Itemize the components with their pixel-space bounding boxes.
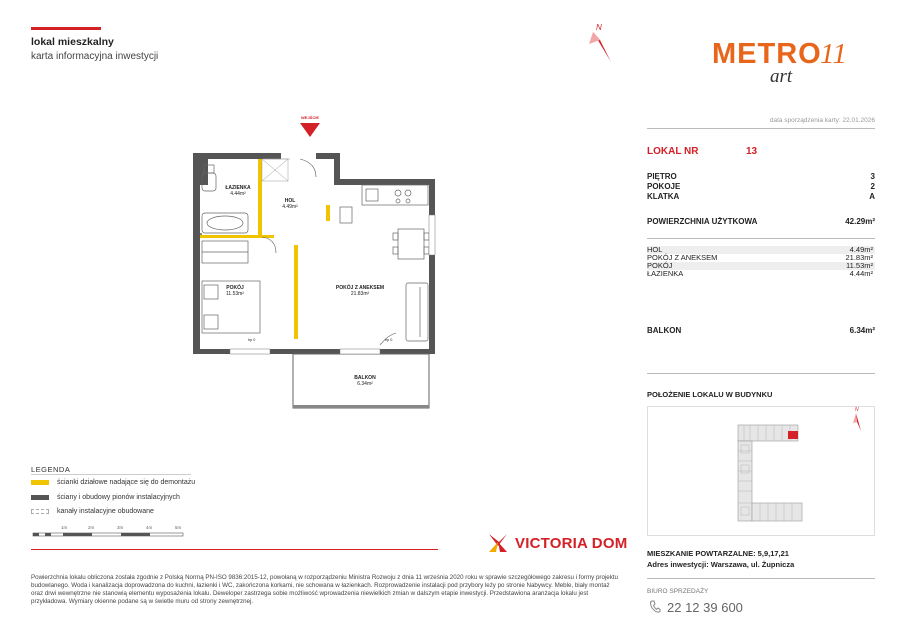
usable-area-value: 42.29m² [845, 217, 875, 226]
rooms-table [647, 246, 875, 278]
usable-area [647, 217, 875, 226]
page-title: lokal mieszkalny [31, 36, 114, 48]
room-row [647, 254, 875, 262]
living-room-label [330, 285, 390, 297]
legend-item [31, 494, 180, 501]
balcony-plan-label [340, 375, 390, 387]
room-name: ŁAZIENKA [225, 185, 251, 191]
room-name: HOL [284, 198, 296, 204]
window-height-label: hp 0 [385, 338, 393, 342]
phone-icon [649, 600, 661, 614]
room-area: 4.44m² [230, 191, 246, 197]
floor-plan-drawing [190, 115, 450, 415]
bedroom-label [210, 285, 260, 297]
usable-area-label: POWIERZCHNIA UŻYTKOWA [647, 217, 758, 226]
balcony-value: 6.34m² [849, 326, 875, 335]
brand-name: VICTORIA DOM [515, 534, 628, 552]
repeat-apartments: MIESZKANIE POWTARZALNE: 5,9,17,21 [647, 549, 789, 558]
metro-art-logo [712, 38, 862, 98]
room-label: POKÓJ [647, 261, 673, 270]
scale-tick-label: 3m [117, 525, 124, 530]
room-name: BALKON [354, 375, 376, 381]
divider [647, 238, 875, 239]
logo-script-text: art [770, 66, 793, 87]
divider [647, 373, 875, 374]
svg-text:N: N [855, 407, 859, 413]
window-height-label: hp 0 [248, 338, 256, 342]
divider [31, 549, 438, 550]
room-area: 6.34m² [357, 381, 373, 387]
legend-label: ścianki działowe nadające się do demontażu [57, 479, 196, 486]
legend-label: kanały instalacyjne obudowane [57, 508, 154, 515]
scale-tick-label: 4m [146, 525, 153, 530]
victoria-dom-star-icon [487, 532, 509, 554]
north-arrow-icon [585, 20, 615, 65]
bathroom-label [218, 185, 258, 197]
legend-swatch [31, 495, 49, 500]
victoria-dom-logo [487, 532, 627, 554]
legend-item [31, 479, 195, 486]
svg-text:N: N [596, 23, 602, 32]
detail-stairwell [647, 192, 875, 201]
building-location-map [647, 406, 875, 536]
detail-value: 3 [870, 172, 875, 181]
page-subtitle: karta informacyjna inwestycji [31, 51, 159, 62]
legend-title: LEGENDA [31, 465, 71, 474]
room-name: POKÓJ [226, 285, 244, 291]
balcony-label: BALKON [647, 326, 682, 335]
logo-main-text: METRO [712, 38, 822, 70]
footnote: Powierzchnia lokalu obliczona została zgodnie z Polską Normą PN-ISO 9836:2015-12, powołaną w rozporządzeniu Ministra Rozwoju z dnia 11 września 2020 roku w sprawie szczegółowego zakresu i formy projektu budowlanego. Woda i kanalizacja doprowadzona do kuchni, łazienki i WC, zakończona korkami, nie schowana w łazienkach. Rozprowadzenie instalacji pod przybory leży po stronie Nabywcy. Meble, biały montaż oraz drwi wewnętrzne nie stanowią elementu wyposażenia lokalu. Deweloper zastrzega sobie możliwość wprowadzenia niewielkich zmian w dalszym etapie inwestycji. Przedstawiona aranżacja lokalu jest przykładowa. Wymiary okienne podane są w świetle muru od strony zewnętrznej. [31, 574, 618, 605]
sales-phone[interactable]: 22 12 39 600 [667, 600, 743, 615]
investment-address: Adres inwestycji: Warszawa, ul. Żupnicza [647, 560, 795, 569]
scale-bar [31, 523, 191, 545]
room-label: HOL [647, 245, 663, 254]
detail-label: POKOJE [647, 182, 681, 191]
divider [31, 474, 191, 475]
hall-label [270, 198, 310, 210]
scale-tick-label: 2m [88, 525, 95, 530]
legend-swatch [31, 509, 49, 514]
detail-floor [647, 172, 875, 181]
room-row [647, 270, 875, 278]
building-outline-icon [648, 407, 876, 537]
room-value: 4.44m² [849, 269, 873, 278]
divider [647, 128, 875, 129]
room-area: 11.53m² [226, 291, 244, 297]
detail-value: A [869, 192, 875, 201]
room-label: POKÓJ Z ANEKSEM [647, 253, 718, 262]
lokal-label: LOKAL NR [647, 146, 699, 157]
legend-swatch [31, 480, 49, 485]
room-area: 4.49m² [282, 204, 298, 210]
room-label: ŁAZIENKA [647, 269, 684, 278]
room-value: 11.53m² [846, 261, 873, 270]
room-area: 21.83m² [350, 291, 370, 297]
legend-label: ściany i obudowy pionów instalacyjnych [57, 494, 180, 501]
floor-plan [190, 115, 450, 415]
scale-tick-label: 1m [61, 525, 68, 530]
header-accent-bar [31, 27, 101, 30]
detail-value: 2 [870, 182, 875, 191]
lokal-number: 13 [746, 146, 758, 157]
room-value: 4.49m² [849, 245, 873, 254]
detail-rooms [647, 182, 875, 191]
room-name: POKÓJ Z ANEKSEM [335, 285, 385, 291]
date-label: data sporządzenia karty: 22.01.2026 [769, 117, 875, 124]
divider [647, 578, 875, 579]
room-value: 21.83m² [845, 253, 873, 262]
logo-number-text: 11 [820, 38, 847, 70]
sales-office-label: BIURO SPRZEDAŻY [647, 588, 709, 595]
legend-item [31, 508, 154, 515]
scale-tick-label: 5m [175, 525, 182, 530]
entrance-label: WEJŚCIE [301, 115, 320, 120]
balcony-row [647, 326, 875, 335]
location-title: POŁOŻENIE LOKALU W BUDYNKU [647, 390, 773, 399]
detail-label: PIĘTRO [647, 172, 677, 181]
detail-label: KLATKA [647, 192, 680, 201]
